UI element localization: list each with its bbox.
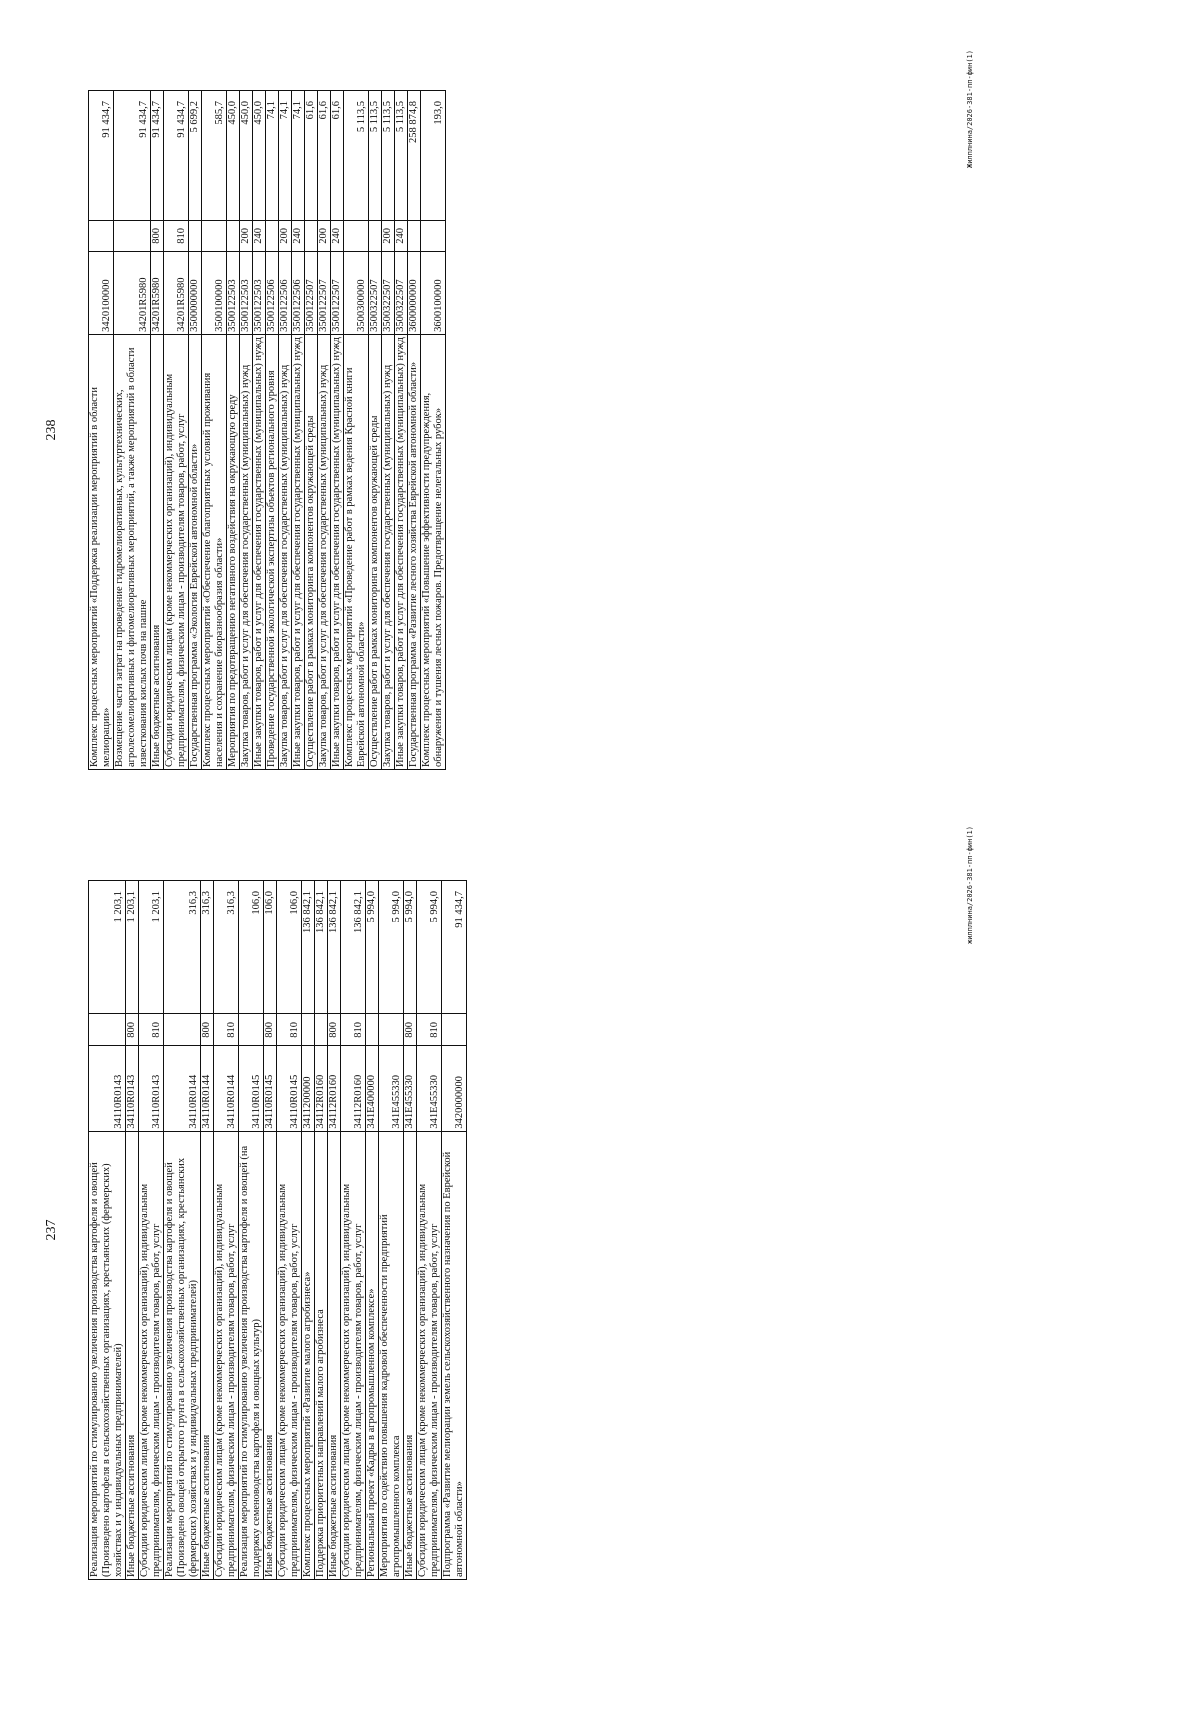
table-row	[279, 91, 292, 770]
row-name: Иные закупки товаров, работ и услуг для обеспечения государственных (муниципальных) нужд	[331, 334, 344, 769]
row-name: Закупка товаров, работ и услуг для обеспечения государственных (муниципальных) нужд	[382, 334, 395, 769]
row-name: Субсидии юридическим лицам (кроме некоммерческих организаций), индивидуальным предпринимателям, физическим лицам - производителям товаров, работ, услуг	[139, 1131, 164, 1579]
table-row	[227, 91, 240, 770]
row-csr-code: 34201R5980	[164, 251, 189, 334]
row-name: Иные бюджетные ассигнования	[201, 1131, 214, 1579]
table-row	[240, 91, 253, 770]
row-sum: 61,6	[305, 91, 318, 221]
row-name: Комплекс процессных мероприятий «Поддержка реализации мероприятий в области мелиорации»	[89, 334, 114, 769]
row-sum: 74,1	[266, 91, 279, 221]
row-csr-code: 3500122506	[292, 251, 305, 334]
row-csr-code: 34110R0144	[201, 1046, 214, 1131]
row-sum: 61,6	[318, 91, 331, 221]
row-vr-code: 810	[417, 1014, 442, 1046]
row-sum: 74,1	[279, 91, 292, 221]
row-name: Региональный проект «Кадры в агропромышленном комплексе»	[366, 1131, 379, 1579]
row-sum: 1 203,1	[89, 881, 126, 1015]
row-name: Субсидии юридическим лицам (кроме некоммерческих организаций), индивидуальным предпринимателям, физическим лицам - производителям товаров, работ, услуг	[277, 1131, 302, 1579]
row-name: Иные бюджетные ассигнования	[404, 1131, 417, 1579]
row-vr-code: 200	[382, 220, 395, 251]
row-csr-code: 3500122503	[227, 251, 240, 334]
row-name: Осуществление работ в рамках мониторинга компонентов окружающей среды	[369, 334, 382, 769]
row-csr-code: 34112R0160	[328, 1046, 341, 1131]
table-row	[369, 91, 382, 770]
table-row	[239, 881, 264, 1580]
row-csr-code: 3500322507	[395, 251, 408, 334]
row-sum: 5 113,5	[344, 91, 369, 221]
table-row	[331, 91, 344, 770]
row-sum: 5 113,5	[395, 91, 408, 221]
row-csr-code: 3420100000	[89, 251, 114, 334]
row-vr-code	[421, 220, 446, 251]
table-row	[379, 881, 404, 1580]
row-csr-code: 34201R5980	[151, 251, 164, 334]
row-csr-code: 3500300000	[344, 251, 369, 334]
row-name: Иные бюджетные ассигнования	[151, 334, 164, 769]
page-238	[44, 50, 974, 770]
page-number: 238	[44, 419, 59, 441]
row-name: Реализация мероприятий по стимулированию увеличения производства картофеля и овощей (Произведено овощей открытого грунта в сельскохозяйственных организациях, крестьянских (фермерских) хозяйствах и у индивидуальных предпринимателей)	[164, 1131, 201, 1579]
row-vr-code: 240	[395, 220, 408, 251]
table-row	[395, 91, 408, 770]
row-sum: 91 434,7	[151, 91, 164, 221]
table-row	[164, 91, 189, 770]
row-csr-code: 3500122506	[279, 251, 292, 334]
budget-table	[88, 880, 467, 1580]
row-vr-code	[239, 1014, 264, 1046]
row-vr-code	[344, 220, 369, 251]
row-name: Иные бюджетные ассигнования	[264, 1131, 277, 1579]
row-sum: 5 994,0	[417, 881, 442, 1015]
row-sum: 91 434,7	[442, 881, 467, 1015]
row-sum: 91 434,7	[114, 91, 151, 221]
row-name: Субсидии юридическим лицам (кроме некоммерческих организаций), индивидуальным предпринимателям, физическим лицам - производителям товаров, работ, услуг	[164, 334, 189, 769]
row-csr-code: 341E455330	[379, 1046, 404, 1131]
row-csr-code: 34110R0145	[239, 1046, 264, 1131]
row-name: Иные закупки товаров, работ и услуг для обеспечения государственных (муниципальных) нужд	[253, 334, 266, 769]
row-sum: 136 842,1	[341, 881, 366, 1015]
row-sum: 91 434,7	[164, 91, 189, 221]
table-row	[89, 881, 126, 1580]
table-row	[408, 91, 421, 770]
row-name: Государственная программа «Развитие лесного хозяйства Еврейской автономной области»	[408, 334, 421, 769]
row-vr-code	[89, 1014, 126, 1046]
row-sum: 74,1	[292, 91, 305, 221]
footer-code: жилплнина/2026-381-пп-фин(1)	[966, 826, 974, 945]
row-vr-code: 800	[264, 1014, 277, 1046]
row-vr-code	[379, 1014, 404, 1046]
table-row	[201, 881, 214, 1580]
row-vr-code: 800	[404, 1014, 417, 1046]
row-csr-code: 3600000000	[408, 251, 421, 334]
table-row	[214, 881, 239, 1580]
row-name: Проведение государственной экологической экспертизы объектов регионального уровня	[266, 334, 279, 769]
table-row	[139, 881, 164, 1580]
row-vr-code: 200	[318, 220, 331, 251]
row-csr-code: 3420000000	[442, 1046, 467, 1131]
row-vr-code	[266, 220, 279, 251]
row-name: Закупка товаров, работ и услуг для обеспечения государственных (муниципальных) нужд	[279, 334, 292, 769]
row-vr-code: 810	[139, 1014, 164, 1046]
row-csr-code: 3411200000	[302, 1046, 315, 1131]
table-row	[202, 91, 227, 770]
row-csr-code: 3500100000	[202, 251, 227, 334]
row-sum: 450,0	[227, 91, 240, 221]
table-row	[164, 881, 201, 1580]
page-237	[44, 826, 974, 1580]
table-row	[292, 91, 305, 770]
table-row	[126, 881, 139, 1580]
row-csr-code: 3500122503	[253, 251, 266, 334]
row-name: Возмещение части затрат на проведение гидромелиоративных, культуртехнических, агролесомелиоративных и фитомелиоративных мероприятий, а также мероприятий в области известкования кислых почв на пашне	[114, 334, 151, 769]
table-row	[328, 881, 341, 1580]
row-vr-code: 810	[341, 1014, 366, 1046]
row-sum: 1 203,1	[126, 881, 139, 1015]
row-vr-code: 200	[240, 220, 253, 251]
row-csr-code: 34201R5980	[114, 251, 151, 334]
row-sum: 61,6	[331, 91, 344, 221]
row-vr-code: 810	[164, 220, 189, 251]
row-vr-code: 810	[277, 1014, 302, 1046]
row-name: Иные закупки товаров, работ и услуг для обеспечения государственных (муниципальных) нужд	[292, 334, 305, 769]
row-sum: 136 842,1	[328, 881, 341, 1015]
row-sum: 450,0	[240, 91, 253, 221]
row-csr-code: 3500122507	[305, 251, 318, 334]
table-row	[366, 881, 379, 1580]
row-vr-code: 200	[279, 220, 292, 251]
row-name: Поддержка приоритетных направлений малого агробизнеса	[315, 1131, 328, 1579]
row-sum: 106,0	[277, 881, 302, 1015]
row-sum: 5 113,5	[382, 91, 395, 221]
row-csr-code: 3500122507	[318, 251, 331, 334]
row-name: Комплекс процессных мероприятий «Развитие малого агробизнеса»	[302, 1131, 315, 1579]
row-vr-code	[366, 1014, 379, 1046]
row-vr-code	[408, 220, 421, 251]
row-csr-code: 34110R0144	[164, 1046, 201, 1131]
row-vr-code	[442, 1014, 467, 1046]
row-csr-code: 341E455330	[404, 1046, 417, 1131]
table-row	[89, 91, 114, 770]
row-name: Подпрограмма «Развитие мелиорации земель сельскохозяйственного назначения по Еврейской автономной области»	[442, 1131, 467, 1579]
row-sum: 106,0	[264, 881, 277, 1015]
row-vr-code: 240	[331, 220, 344, 251]
row-sum: 585,7	[202, 91, 227, 221]
row-name: Иные бюджетные ассигнования	[126, 1131, 139, 1579]
row-name: Государственная программа «Экология Еврейской автономной области»	[189, 334, 202, 769]
row-name: Комплекс процессных мероприятий «Обеспечение благоприятных условий проживания населения и сохранение биоразнообразия области»	[202, 334, 227, 769]
row-vr-code	[302, 1014, 315, 1046]
table-row	[151, 91, 164, 770]
row-name: Закупка товаров, работ и услуг для обеспечения государственных (муниципальных) нужд	[318, 334, 331, 769]
row-csr-code: 34110R0143	[139, 1046, 164, 1131]
row-csr-code: 3600100000	[421, 251, 446, 334]
row-name: Иные закупки товаров, работ и услуг для обеспечения государственных (муниципальных) нужд	[395, 334, 408, 769]
row-sum: 106,0	[239, 881, 264, 1015]
row-vr-code	[89, 220, 114, 251]
table-row	[315, 881, 328, 1580]
row-vr-code	[202, 220, 227, 251]
table-row	[277, 881, 302, 1580]
table-row	[382, 91, 395, 770]
row-vr-code	[305, 220, 318, 251]
row-csr-code: 34110R0143	[89, 1046, 126, 1131]
row-name: Осуществление работ в рамках мониторинга компонентов окружающей среды	[305, 334, 318, 769]
row-csr-code: 3500122506	[266, 251, 279, 334]
row-name: Мероприятия по предотвращению негативного воздействия на окружающую среду	[227, 334, 240, 769]
row-name: Субсидии юридическим лицам (кроме некоммерческих организаций), индивидуальным предпринимателям, физическим лицам - производителям товаров, работ, услуг	[341, 1131, 366, 1579]
row-vr-code: 800	[201, 1014, 214, 1046]
row-vr-code	[369, 220, 382, 251]
table-row	[253, 91, 266, 770]
row-sum: 5 113,5	[369, 91, 382, 221]
row-name: Реализация мероприятий по стимулированию увеличения производства картофеля и овощей (на поддержку семеноводства картофеля и овощных культур)	[239, 1131, 264, 1579]
table-row	[302, 881, 315, 1580]
table-row	[114, 91, 151, 770]
row-sum: 136 842,1	[302, 881, 315, 1015]
row-vr-code: 800	[126, 1014, 139, 1046]
row-name: Субсидии юридическим лицам (кроме некоммерческих организаций), индивидуальным предпринимателям, физическим лицам - производителям товаров, работ, услуг	[417, 1131, 442, 1579]
row-csr-code: 34110R0145	[264, 1046, 277, 1131]
row-csr-code: 3500322507	[369, 251, 382, 334]
row-sum: 316,3	[201, 881, 214, 1015]
row-sum: 136 842,1	[315, 881, 328, 1015]
row-vr-code	[227, 220, 240, 251]
row-sum: 193,0	[421, 91, 446, 221]
row-csr-code: 34112R0160	[341, 1046, 366, 1131]
row-csr-code: 3500122507	[331, 251, 344, 334]
row-vr-code	[164, 1014, 201, 1046]
row-csr-code: 34110R0143	[126, 1046, 139, 1131]
table-row	[417, 881, 442, 1580]
row-vr-code: 800	[328, 1014, 341, 1046]
row-vr-code: 240	[292, 220, 305, 251]
row-vr-code: 240	[253, 220, 266, 251]
row-name: Закупка товаров, работ и услуг для обеспечения государственных (муниципальных) нужд	[240, 334, 253, 769]
row-vr-code	[189, 220, 202, 251]
table-row	[341, 881, 366, 1580]
row-vr-code	[114, 220, 151, 251]
footer-code: Жилплнина/2026-381-пп-фин(1)	[966, 50, 974, 169]
page-number: 237	[44, 1219, 59, 1241]
row-vr-code: 800	[151, 220, 164, 251]
row-csr-code: 341E400000	[366, 1046, 379, 1131]
row-name: Комплекс процессных мероприятий «Проведение работ в рамках ведения Красной книги Еврейской автономной области»	[344, 334, 369, 769]
row-csr-code: 3500122503	[240, 251, 253, 334]
row-sum: 5 994,0	[366, 881, 379, 1015]
row-sum: 5 994,0	[379, 881, 404, 1015]
table-row	[264, 881, 277, 1580]
table-row	[318, 91, 331, 770]
table-row	[189, 91, 202, 770]
row-vr-code: 810	[214, 1014, 239, 1046]
row-vr-code	[315, 1014, 328, 1046]
row-csr-code: 34110R0144	[214, 1046, 239, 1131]
row-name: Мероприятия по содействию повышения кадровой обеспеченности предприятий агропромышленного комплекса	[379, 1131, 404, 1579]
row-sum: 316,3	[214, 881, 239, 1015]
row-csr-code: 3500322507	[382, 251, 395, 334]
table-row	[344, 91, 369, 770]
row-sum: 5 994,0	[404, 881, 417, 1015]
table-row	[442, 881, 467, 1580]
row-name: Субсидии юридическим лицам (кроме некоммерческих организаций), индивидуальным предпринимателям, физическим лицам - производителям товаров, работ, услуг	[214, 1131, 239, 1579]
row-name: Иные бюджетные ассигнования	[328, 1131, 341, 1579]
row-sum: 450,0	[253, 91, 266, 221]
row-sum: 5 699,2	[189, 91, 202, 221]
table-row	[404, 881, 417, 1580]
row-csr-code: 34110R0145	[277, 1046, 302, 1131]
table-row	[305, 91, 318, 770]
row-csr-code: 3500000000	[189, 251, 202, 334]
table-row	[266, 91, 279, 770]
row-sum: 316,3	[164, 881, 201, 1015]
row-sum: 91 434,7	[89, 91, 114, 221]
row-name: Комплекс процессных мероприятий «Повышение эффективности предупреждения, обнаружения и тушения лесных пожаров. Предотвращение нелегальных рубок»	[421, 334, 446, 769]
row-name: Реализация мероприятий по стимулированию увеличения производства картофеля и овощей (Произведено картофеля в сельскохозяйственных организациях, крестьянских (фермерских) хозяйствах и у индивидуальных предпринимателей)	[89, 1131, 126, 1579]
table-row	[421, 91, 446, 770]
row-sum: 258 874,8	[408, 91, 421, 221]
row-csr-code: 34112R0160	[315, 1046, 328, 1131]
budget-table	[88, 90, 446, 770]
row-csr-code: 341E455330	[417, 1046, 442, 1131]
row-sum: 1 203,1	[139, 881, 164, 1015]
